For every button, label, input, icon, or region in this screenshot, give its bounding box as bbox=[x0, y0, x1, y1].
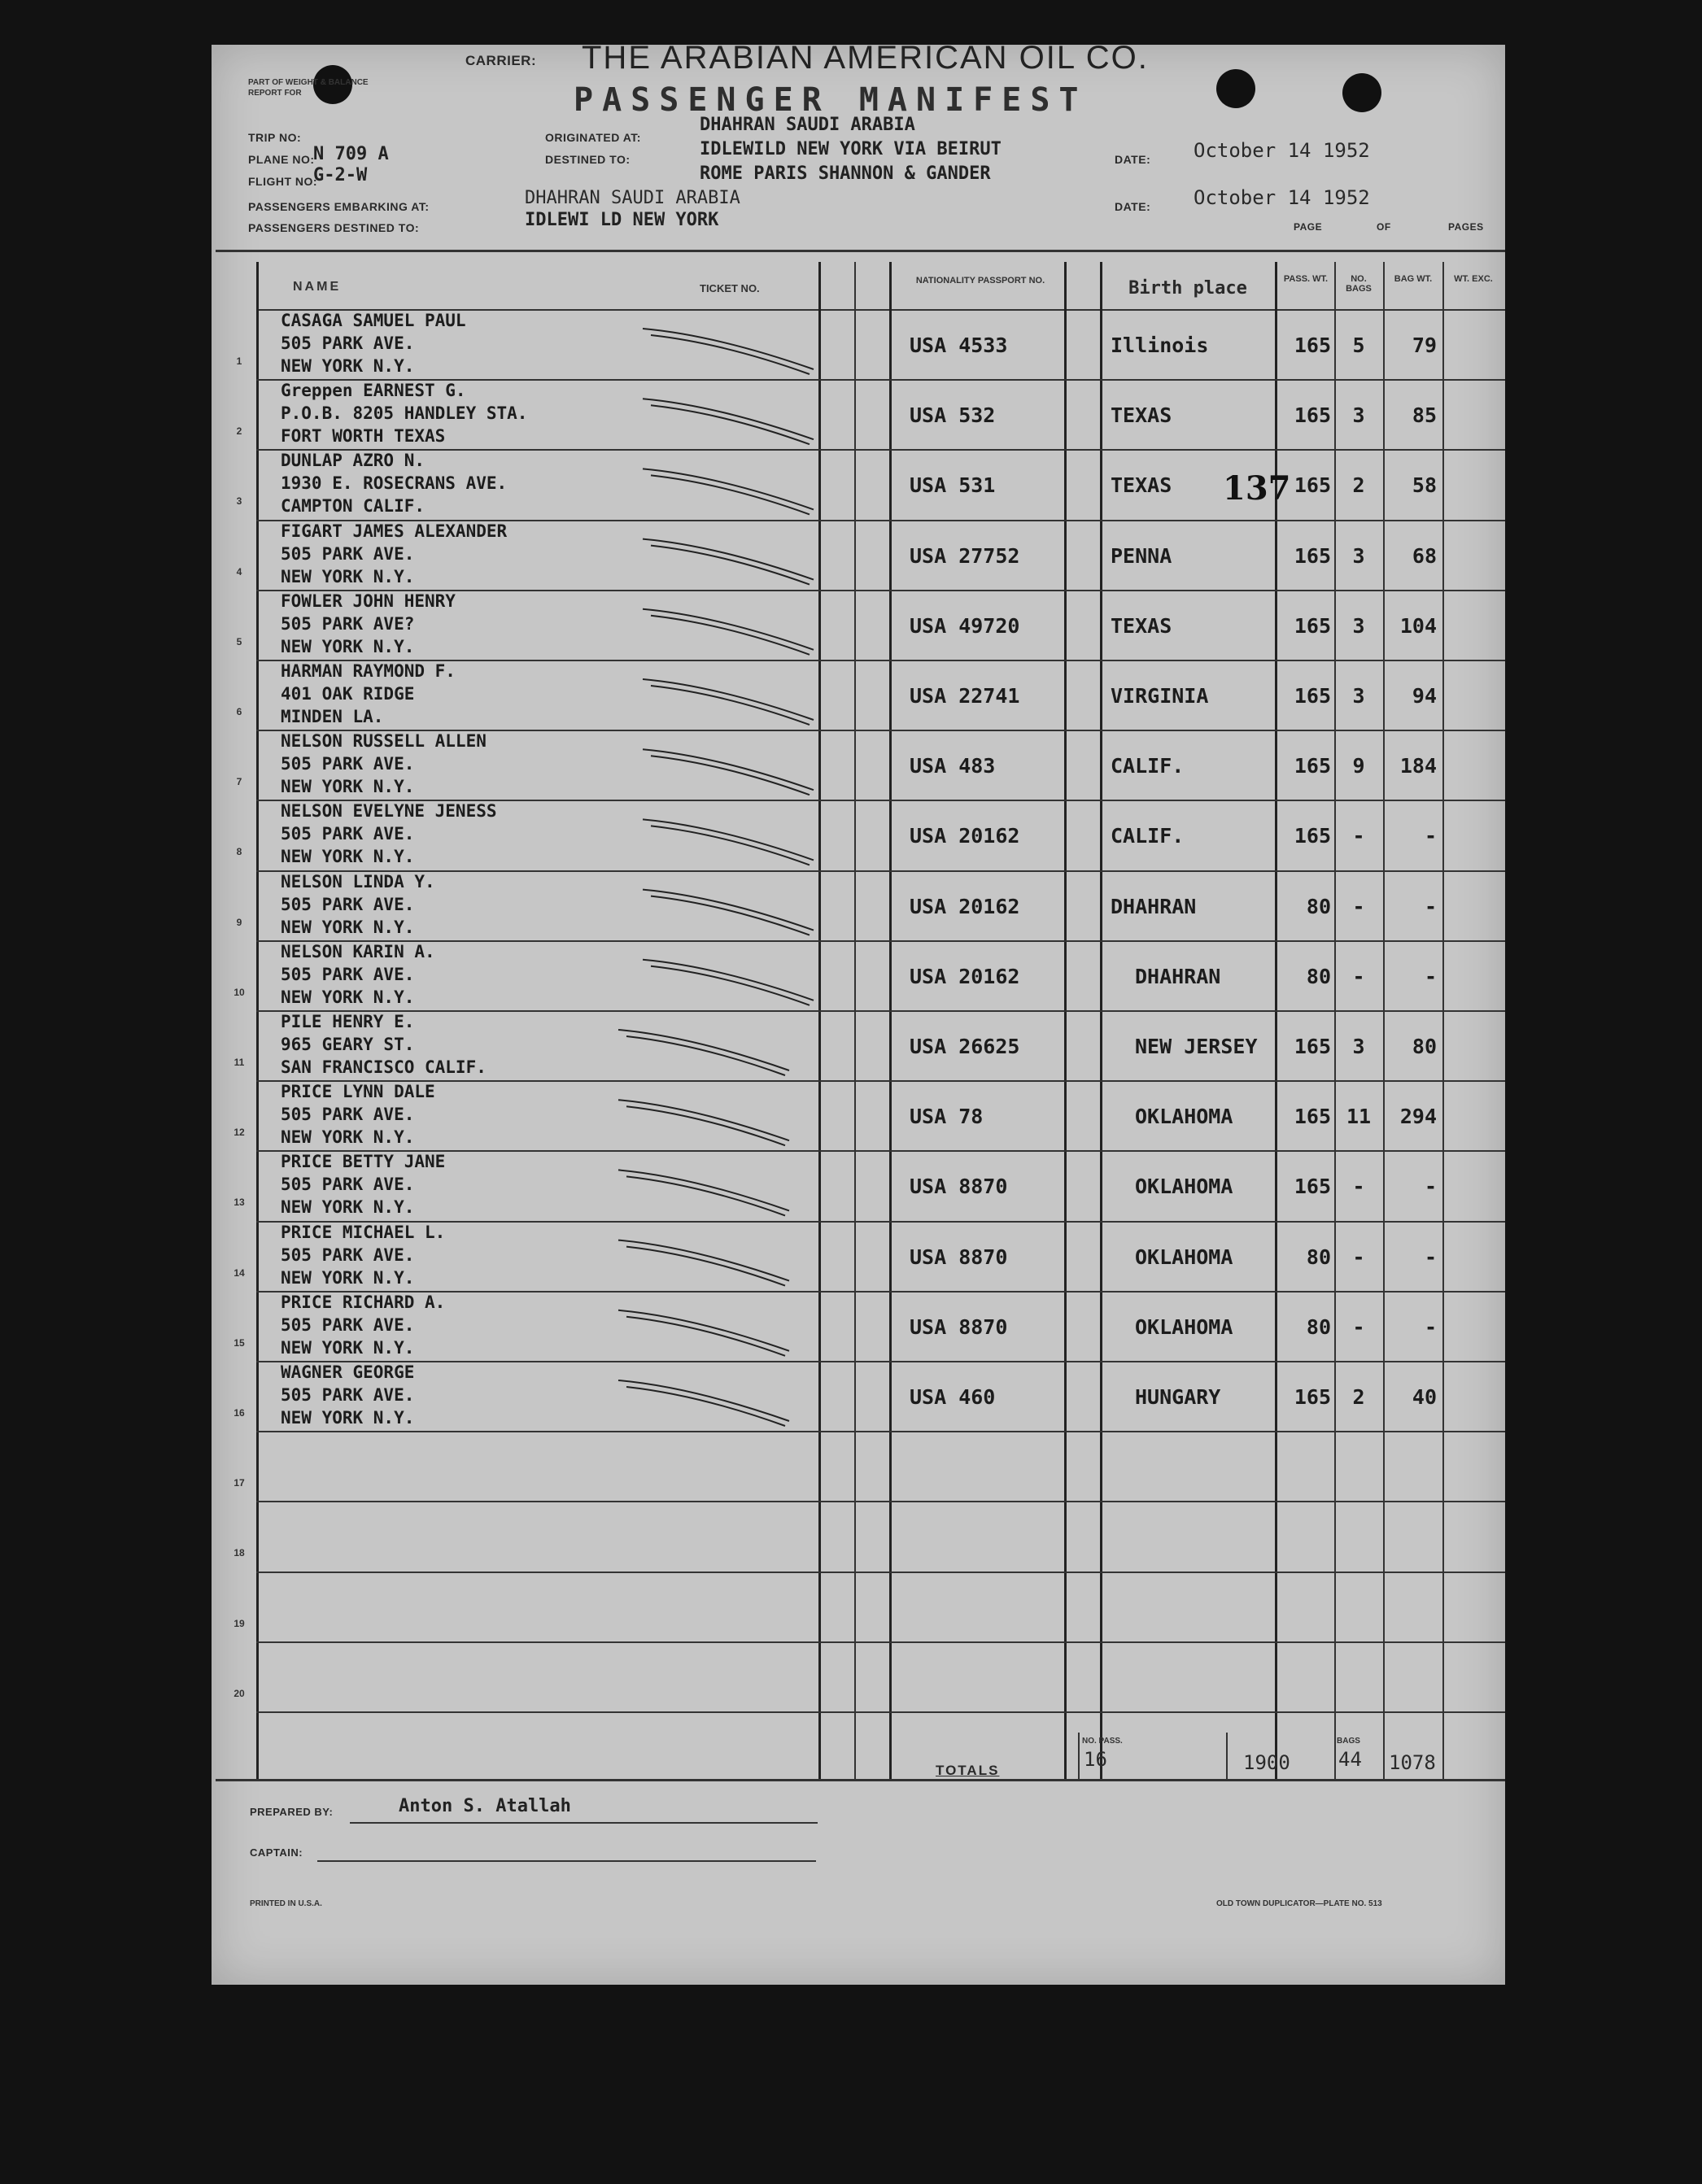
bag-weight: 184 bbox=[1399, 754, 1437, 778]
passenger-address-line: 505 PARK AVE? bbox=[281, 613, 415, 634]
corner-label: PART OF WEIGHT & BALANCE REPORT FOR bbox=[248, 78, 369, 98]
birthplace: Illinois bbox=[1111, 333, 1209, 357]
passenger-weight: 165 bbox=[1294, 754, 1331, 778]
totals-top-rule bbox=[216, 1779, 1505, 1781]
totals-div-d bbox=[1383, 1733, 1385, 1781]
originated-label: ORIGINATED AT: bbox=[545, 131, 641, 144]
bag-count: - bbox=[1352, 824, 1365, 848]
passenger-address-line: MINDEN LA. bbox=[281, 707, 384, 726]
passenger-name: NELSON KARIN A. bbox=[281, 941, 435, 961]
check-mark bbox=[643, 679, 814, 725]
passenger-name: PILE HENRY E. bbox=[281, 1012, 415, 1031]
row-number: 13 bbox=[233, 1197, 245, 1209]
passenger-address-line: 505 PARK AVE. bbox=[281, 754, 415, 774]
total-bags: 44 bbox=[1338, 1748, 1362, 1771]
no-pass-label: NO. PASS. bbox=[1082, 1737, 1123, 1746]
bag-weight: - bbox=[1424, 1314, 1437, 1339]
passenger-address-line: 965 GEARY ST. bbox=[281, 1035, 415, 1054]
passenger-weight: 165 bbox=[1294, 1385, 1331, 1409]
row-number: 14 bbox=[233, 1266, 245, 1279]
bag-count: 3 bbox=[1352, 403, 1365, 428]
no-pass: 16 bbox=[1084, 1748, 1107, 1771]
birthplace: VIRGINIA bbox=[1111, 684, 1209, 708]
check-mark bbox=[643, 539, 814, 585]
bag-weight: 40 bbox=[1412, 1385, 1437, 1409]
check-mark bbox=[643, 819, 814, 865]
of-label: OF bbox=[1377, 221, 1391, 233]
passenger-weight: 165 bbox=[1294, 684, 1331, 708]
bag-weight: 94 bbox=[1412, 684, 1437, 708]
passenger-address-line: 1930 E. ROSECRANS AVE. bbox=[281, 473, 508, 494]
passenger-address-line: 505 PARK AVE. bbox=[281, 1105, 415, 1125]
passenger-name: Greppen EARNEST G. bbox=[281, 381, 466, 401]
birthplace: NEW JERSEY bbox=[1135, 1035, 1258, 1058]
bag-weight: - bbox=[1424, 964, 1437, 988]
passenger-name: DUNLAP AZRO N. bbox=[281, 451, 426, 471]
originated: DHAHRAN SAUDI ARABIA bbox=[700, 115, 915, 135]
passenger-address-line: NEW YORK N.Y. bbox=[281, 1337, 415, 1358]
trip-no-label: TRIP NO: bbox=[248, 131, 302, 144]
birthplace: CALIF. bbox=[1111, 824, 1185, 848]
bag-count: 3 bbox=[1352, 684, 1365, 708]
passenger-name: PRICE RICHARD A. bbox=[281, 1292, 446, 1312]
passenger-name: NELSON EVELYNE JENESS bbox=[281, 801, 497, 822]
check-mark bbox=[643, 469, 814, 514]
check-mark bbox=[618, 1170, 789, 1215]
passport-number: USA 4533 bbox=[910, 333, 1008, 357]
captain-label: CAPTAIN: bbox=[250, 1846, 303, 1859]
check-mark bbox=[643, 749, 814, 795]
embarking: DHAHRAN SAUDI ARABIA bbox=[525, 188, 740, 208]
date-2: October 14 1952 bbox=[1194, 186, 1370, 209]
row-number: 5 bbox=[236, 635, 242, 647]
col-header-bag-wt: BAG WT. bbox=[1394, 274, 1433, 284]
passenger-name: PRICE MICHAEL L. bbox=[281, 1222, 446, 1242]
passenger-address-line: NEW YORK N.Y. bbox=[281, 1127, 415, 1148]
col-header-birthplace: Birth place bbox=[1128, 278, 1247, 299]
row-number: 8 bbox=[236, 846, 242, 858]
bag-count: 3 bbox=[1352, 1035, 1365, 1058]
totals-div-e bbox=[1442, 1733, 1444, 1781]
destined-pax-label: PASSENGERS DESTINED TO: bbox=[248, 221, 420, 234]
passport-number: USA 20162 bbox=[910, 894, 1020, 918]
passenger-address-line: FORT WORTH TEXAS bbox=[281, 426, 446, 447]
birthplace: CALIF. bbox=[1111, 754, 1185, 778]
col-header-ticket: TICKET NO. bbox=[700, 282, 760, 294]
pages-label: PAGES bbox=[1448, 221, 1484, 233]
row-number: 18 bbox=[233, 1547, 245, 1559]
passenger-address-line: NEW YORK N.Y. bbox=[281, 356, 415, 376]
passenger-address-line: SAN FRANCISCO CALIF. bbox=[281, 1057, 487, 1077]
passenger-weight: 80 bbox=[1306, 1245, 1331, 1269]
bag-count: 3 bbox=[1352, 543, 1365, 568]
captain-rule bbox=[317, 1860, 816, 1862]
bag-weight: 58 bbox=[1412, 473, 1437, 498]
birthplace: DHAHRAN bbox=[1111, 894, 1197, 918]
passenger-name: FOWLER JOHN HENRY bbox=[281, 591, 456, 611]
row-number: 20 bbox=[233, 1687, 245, 1699]
check-mark bbox=[618, 1030, 789, 1075]
passport-number: USA 27752 bbox=[910, 543, 1020, 568]
check-marks bbox=[212, 45, 1505, 1985]
bag-weight: 68 bbox=[1412, 543, 1437, 568]
passenger-weight: 165 bbox=[1294, 543, 1331, 568]
passenger-name: FIGART JAMES ALEXANDER bbox=[281, 521, 508, 541]
bag-weight: 80 bbox=[1412, 1035, 1437, 1058]
check-mark bbox=[618, 1100, 789, 1145]
passenger-weight: 165 bbox=[1294, 403, 1331, 428]
check-mark bbox=[618, 1240, 789, 1286]
bag-weight: 85 bbox=[1412, 403, 1437, 428]
bags-total-label: BAGS bbox=[1337, 1737, 1360, 1746]
row-number: 15 bbox=[233, 1336, 245, 1349]
page-label: PAGE bbox=[1294, 221, 1323, 233]
embarking-label: PASSENGERS EMBARKING AT: bbox=[248, 200, 430, 213]
plane-no-label: PLANE NO: bbox=[248, 153, 315, 166]
passenger-name: HARMAN RAYMOND F. bbox=[281, 661, 456, 681]
bag-count: - bbox=[1352, 1245, 1365, 1269]
passenger-address-line: 505 PARK AVE. bbox=[281, 824, 415, 844]
check-mark bbox=[643, 890, 814, 935]
passenger-name: NELSON LINDA Y. bbox=[281, 871, 435, 891]
passenger-weight: 80 bbox=[1306, 894, 1331, 918]
passport-number: USA 483 bbox=[910, 754, 996, 778]
passport-number: USA 8870 bbox=[910, 1175, 1008, 1199]
row-number: 1 bbox=[236, 355, 242, 367]
passenger-name: PRICE LYNN DALE bbox=[281, 1082, 435, 1102]
row-number: 4 bbox=[236, 565, 242, 578]
plane-no: N 709 A bbox=[313, 144, 389, 164]
manifest-title: PASSENGER MANIFEST bbox=[574, 81, 1088, 119]
birthplace: PENNA bbox=[1111, 543, 1172, 568]
passport-number: USA 26625 bbox=[910, 1035, 1020, 1058]
row-number: 19 bbox=[233, 1617, 245, 1629]
bag-count: - bbox=[1352, 964, 1365, 988]
annotation-number: 137 bbox=[1223, 469, 1291, 508]
check-mark bbox=[643, 609, 814, 655]
passenger-address-line: NEW YORK N.Y. bbox=[281, 917, 415, 937]
birthplace: TEXAS bbox=[1111, 473, 1172, 498]
passenger-address-line: NEW YORK N.Y. bbox=[281, 636, 415, 656]
bag-count: 2 bbox=[1352, 1385, 1365, 1409]
bag-weight: 294 bbox=[1399, 1105, 1437, 1129]
birthplace: HUNGARY bbox=[1135, 1385, 1221, 1409]
check-mark bbox=[618, 1380, 789, 1426]
destined-line-2: ROME PARIS SHANNON & GANDER bbox=[700, 163, 991, 184]
totals-label: TOTALS bbox=[936, 1763, 1000, 1778]
plate-note: OLD TOWN DUPLICATOR—PLATE NO. 513 bbox=[1216, 1899, 1382, 1908]
passenger-address-line: NEW YORK N.Y. bbox=[281, 847, 415, 867]
check-mark bbox=[618, 1310, 789, 1356]
bag-count: 11 bbox=[1346, 1105, 1372, 1129]
bag-count: - bbox=[1352, 894, 1365, 918]
col-header-nationality: NATIONALITY PASSPORT NO. bbox=[915, 276, 1045, 286]
totals-div-b bbox=[1226, 1733, 1228, 1781]
flight-no: G-2-W bbox=[313, 165, 368, 185]
passenger-address-line: 505 PARK AVE. bbox=[281, 894, 415, 914]
row-number: 2 bbox=[236, 425, 242, 438]
col-header-pass-wt: PASS. WT. bbox=[1283, 274, 1329, 284]
total-bag-wt: 1078 bbox=[1389, 1751, 1436, 1774]
birthplace: OKLAHOMA bbox=[1135, 1105, 1233, 1129]
passenger-address-line: NEW YORK N.Y. bbox=[281, 777, 415, 797]
bag-weight: - bbox=[1424, 824, 1437, 848]
bag-count: 5 bbox=[1352, 333, 1365, 357]
passenger-address-line: CAMPTON CALIF. bbox=[281, 496, 426, 517]
passenger-weight: 165 bbox=[1294, 613, 1331, 638]
passport-number: USA 460 bbox=[910, 1385, 996, 1409]
passenger-address-line: 505 PARK AVE. bbox=[281, 964, 415, 984]
col-header-exc-wt: WT. EXC. bbox=[1454, 274, 1493, 284]
passport-number: USA 20162 bbox=[910, 964, 1020, 988]
row-number: 10 bbox=[233, 986, 245, 998]
passenger-weight: 165 bbox=[1294, 1035, 1331, 1058]
passenger-weight: 165 bbox=[1294, 1175, 1331, 1199]
birthplace: DHAHRAN bbox=[1135, 964, 1221, 988]
passport-number: USA 78 bbox=[910, 1105, 984, 1129]
passport-number: USA 531 bbox=[910, 473, 996, 498]
passport-number: USA 22741 bbox=[910, 684, 1020, 708]
passenger-weight: 80 bbox=[1306, 964, 1331, 988]
passenger-weight: 165 bbox=[1294, 824, 1331, 848]
carrier-label: CARRIER: bbox=[465, 53, 537, 68]
birthplace: TEXAS bbox=[1111, 403, 1172, 428]
check-mark bbox=[643, 960, 814, 1005]
passenger-address-line: NEW YORK N.Y. bbox=[281, 1197, 415, 1218]
passenger-address-line: 505 PARK AVE. bbox=[281, 333, 415, 353]
col-header-name: NAME bbox=[293, 280, 342, 294]
row-number: 9 bbox=[236, 916, 242, 928]
prepared-by-rule bbox=[350, 1822, 818, 1824]
date-1: October 14 1952 bbox=[1194, 139, 1370, 162]
passenger-address-line: NEW YORK N.Y. bbox=[281, 987, 415, 1007]
passenger-address-line: 505 PARK AVE. bbox=[281, 1314, 415, 1335]
bag-weight: - bbox=[1424, 1175, 1437, 1199]
passport-number: USA 20162 bbox=[910, 824, 1020, 848]
printed-in: PRINTED IN U.S.A. bbox=[250, 1899, 322, 1908]
passenger-name: WAGNER GEORGE bbox=[281, 1362, 415, 1382]
bag-count: 3 bbox=[1352, 613, 1365, 638]
date-label-2: DATE: bbox=[1115, 200, 1151, 213]
passenger-address-line: P.O.B. 8205 HANDLEY STA. bbox=[281, 403, 528, 424]
row-number: 3 bbox=[236, 495, 242, 508]
passenger-address-line: NEW YORK N.Y. bbox=[281, 1267, 415, 1288]
passport-number: USA 49720 bbox=[910, 613, 1020, 638]
row-number: 16 bbox=[233, 1407, 245, 1419]
row-number: 12 bbox=[233, 1127, 245, 1139]
passenger-address-line: 401 OAK RIDGE bbox=[281, 684, 415, 704]
passenger-name: CASAGA SAMUEL PAUL bbox=[281, 311, 466, 330]
col-header-bags: NO. BAGS bbox=[1346, 274, 1372, 294]
check-mark bbox=[643, 329, 814, 374]
passenger-name: NELSON RUSSELL ALLEN bbox=[281, 731, 487, 752]
passenger-weight: 80 bbox=[1306, 1314, 1331, 1339]
bag-count: 9 bbox=[1352, 754, 1365, 778]
bag-count: - bbox=[1352, 1314, 1365, 1339]
bag-count: 2 bbox=[1352, 473, 1365, 498]
manifest-sheet bbox=[212, 45, 1505, 1985]
check-mark bbox=[643, 399, 814, 444]
passenger-address-line: 505 PARK AVE. bbox=[281, 1245, 415, 1265]
passenger-address-line: 505 PARK AVE. bbox=[281, 1385, 415, 1405]
bag-weight: - bbox=[1424, 1245, 1437, 1269]
prepared-by: Anton S. Atallah bbox=[399, 1796, 571, 1816]
carrier-name: THE ARABIAN AMERICAN OIL CO. bbox=[582, 45, 1149, 76]
passenger-address-line: NEW YORK N.Y. bbox=[281, 566, 415, 586]
passport-number: USA 532 bbox=[910, 403, 996, 428]
row-number: 7 bbox=[236, 776, 242, 788]
total-pass-wt: 1900 bbox=[1243, 1751, 1290, 1774]
destined-pax: IDLEWI LD NEW YORK bbox=[525, 210, 719, 230]
destined-line-1: IDLEWILD NEW YORK VIA BEIRUT bbox=[700, 139, 1002, 159]
birthplace: OKLAHOMA bbox=[1135, 1245, 1233, 1269]
row-number: 17 bbox=[233, 1477, 245, 1489]
totals-div-c bbox=[1334, 1733, 1336, 1781]
totals-div-a bbox=[1078, 1733, 1080, 1781]
row-number: 11 bbox=[233, 1057, 245, 1068]
date-label-1: DATE: bbox=[1115, 153, 1151, 166]
destined-label: DESTINED TO: bbox=[545, 153, 631, 166]
bag-weight: - bbox=[1424, 894, 1437, 918]
bag-weight: 79 bbox=[1412, 333, 1437, 357]
passenger-weight: 165 bbox=[1294, 333, 1331, 357]
flight-no-label: FLIGHT NO: bbox=[248, 175, 318, 188]
passenger-address-line: NEW YORK N.Y. bbox=[281, 1408, 415, 1428]
passenger-address-line: 505 PARK AVE. bbox=[281, 1175, 415, 1195]
passport-number: USA 8870 bbox=[910, 1245, 1008, 1269]
bag-weight: 104 bbox=[1399, 613, 1437, 638]
birthplace: OKLAHOMA bbox=[1135, 1314, 1233, 1339]
passenger-weight: 165 bbox=[1294, 1105, 1331, 1129]
birthplace: TEXAS bbox=[1111, 613, 1172, 638]
birthplace: OKLAHOMA bbox=[1135, 1175, 1233, 1199]
passenger-address-line: 505 PARK AVE. bbox=[281, 543, 415, 564]
row-number: 6 bbox=[236, 706, 242, 717]
passenger-weight: 165 bbox=[1294, 473, 1331, 498]
bag-count: - bbox=[1352, 1175, 1365, 1199]
passport-number: USA 8870 bbox=[910, 1314, 1008, 1339]
prepared-by-label: PREPARED BY: bbox=[250, 1806, 334, 1818]
passenger-name: PRICE BETTY JANE bbox=[281, 1152, 446, 1172]
